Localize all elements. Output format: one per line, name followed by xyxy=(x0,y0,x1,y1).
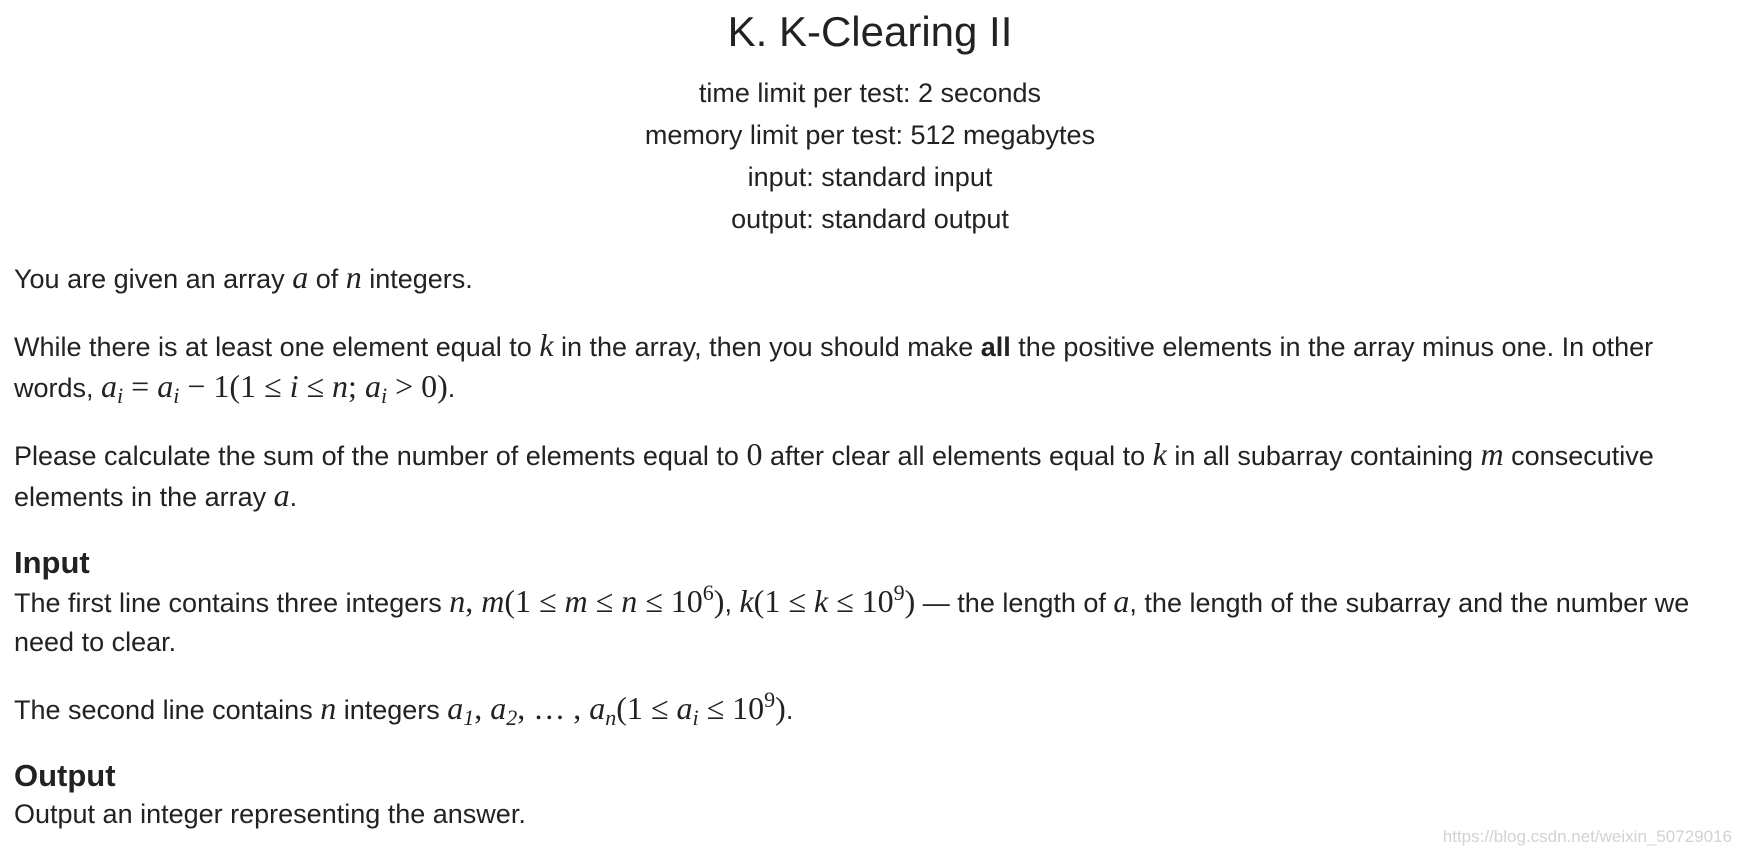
statement-paragraph-2: While there is at least one element equal to k in the array, then you should make all the positive elements in the array minus one. In other words, $a_i = a_i - 1(1 \le i \le n$; $a_i > 0$). xyxy=(14,327,1654,408)
output-section-title: Output xyxy=(14,758,116,793)
formula-decrement: $a_i = a_i - 1(1 \le i \le n$; $a_i > 0$) xyxy=(101,368,448,408)
math-k: k xyxy=(539,327,554,363)
problem-statement xyxy=(14,258,1726,517)
problem-limits xyxy=(14,72,1726,240)
statement-paragraph-1: You are given an array a of n integers. xyxy=(14,259,473,295)
time-limit: time limit per test: 2 seconds xyxy=(698,78,1042,108)
math-zero: 0 xyxy=(746,436,763,472)
math-a: a xyxy=(292,259,309,295)
input-spec: input: standard input xyxy=(747,162,993,192)
memory-limit: memory limit per test: 512 megabytes xyxy=(644,120,1096,150)
statement-paragraph-3: Please calculate the sum of the number of elements equal to 0 after clear all elements equal to k in all subarray containing m consecutive elements in the array a. xyxy=(14,436,1654,513)
formula-n-m-bounds: n, $m(1 \le m \le n \le 10^6)$ xyxy=(449,580,725,619)
problem-header xyxy=(14,0,1726,240)
output-section xyxy=(14,757,1726,834)
math-k: k xyxy=(1152,436,1167,472)
output-spec: output: standard output xyxy=(731,204,1009,234)
problem-title: K. K-Clearing II xyxy=(727,8,1013,55)
math-a: a xyxy=(1113,583,1130,619)
bold-all: all xyxy=(980,332,1011,362)
math-a: a xyxy=(273,477,290,513)
input-paragraph-2: The second line contains n integers $a_1$, $a_2$, … , $a_n(1 \le a_i \le 10^9)$. xyxy=(14,687,794,730)
watermark: https://blog.csdn.net/weixin_50729016 xyxy=(1442,827,1732,846)
input-section xyxy=(14,544,1726,730)
input-paragraph-1: The first line contains three integers n, $m(1 \le m \le n \le 10^6)$, $k(1 \le k \le 10^9)$ — the length of a, the length of the subarray and the number we need to clear. xyxy=(14,580,1690,657)
math-n: n xyxy=(320,690,337,726)
math-n: n xyxy=(345,259,362,295)
formula-k-bounds: $k(1 \le k \le 10^9)$ xyxy=(739,580,916,619)
math-m: m xyxy=(1480,436,1504,472)
input-section-title: Input xyxy=(14,545,90,580)
output-paragraph: Output an integer representing the answer. xyxy=(14,799,526,829)
formula-array-bounds: $a_1$, $a_2$, … , $a_n(1 \le a_i \le 10^9)$ xyxy=(447,687,786,730)
